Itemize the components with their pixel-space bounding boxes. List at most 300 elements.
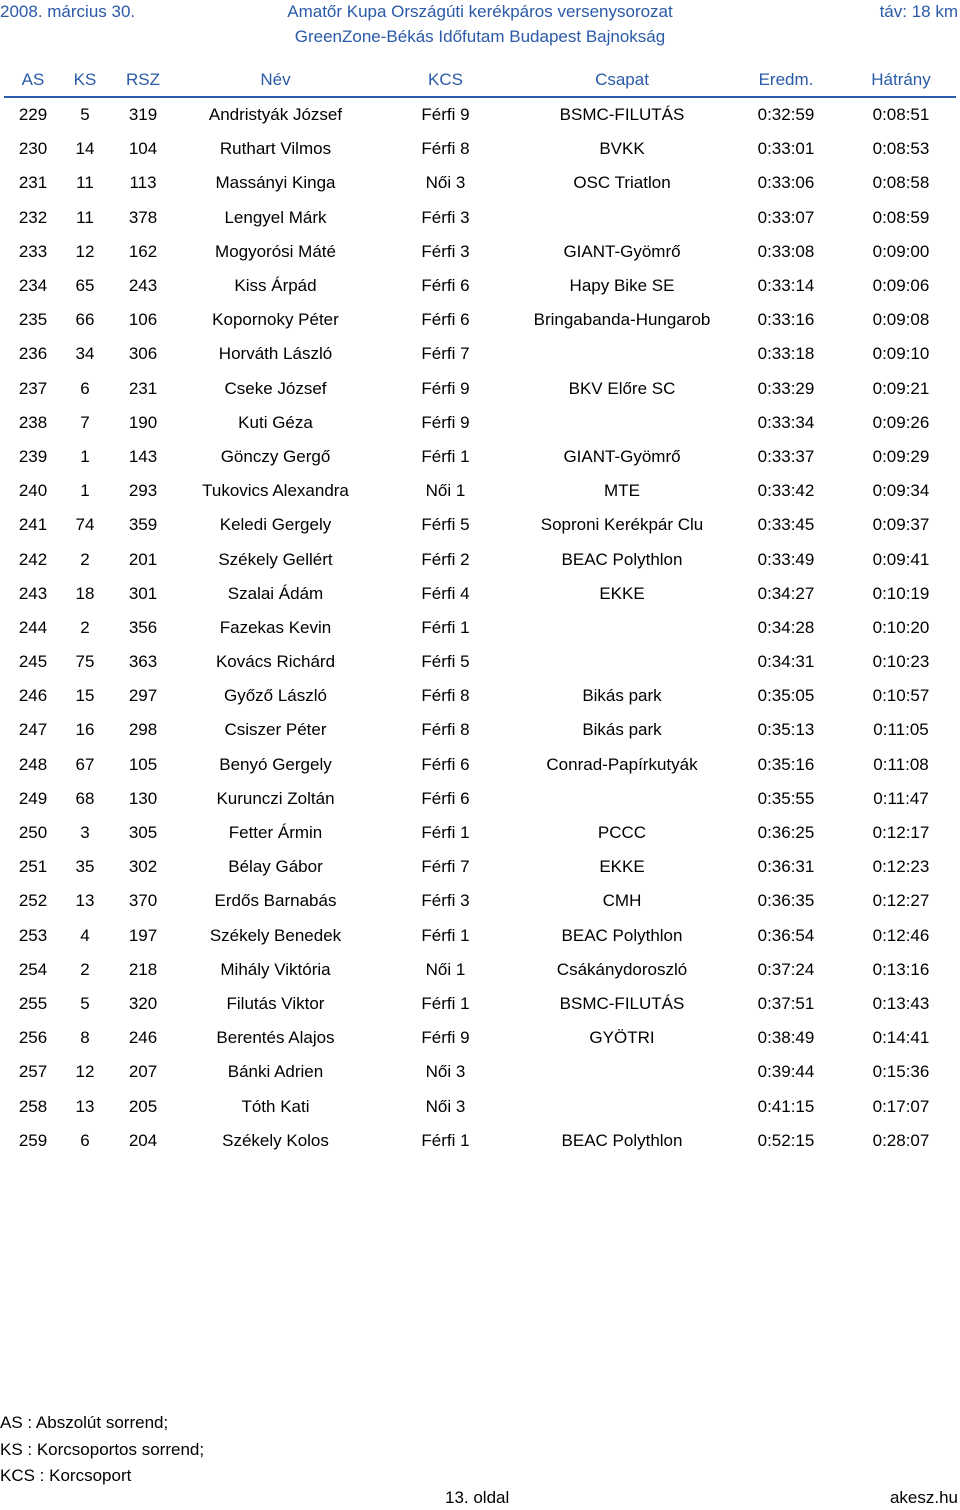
cell-gap: 0:09:26 — [872, 412, 930, 432]
cell-as: 252 — [18, 891, 48, 911]
cell-gap: 0:08:53 — [872, 139, 930, 159]
table-row — [4, 1055, 956, 1089]
cell-ks: 18 — [75, 583, 95, 603]
cell-ks: 34 — [75, 344, 95, 364]
table-row — [4, 1021, 956, 1055]
cell-as: 259 — [18, 1130, 48, 1150]
cell-gap: 0:15:36 — [872, 1062, 930, 1082]
cell-rsz: 130 — [128, 788, 158, 808]
cell-result: 0:33:18 — [757, 344, 815, 364]
cell-name: Kuti Géza — [238, 412, 313, 432]
cell-team — [518, 201, 726, 235]
table-row — [4, 269, 956, 303]
cell-as: 231 — [18, 173, 48, 193]
cell-gap: 0:08:58 — [872, 173, 930, 193]
cell-gap: 0:09:37 — [872, 515, 930, 535]
cell-category: Férfi 9 — [421, 378, 470, 398]
cell-result: 0:33:01 — [757, 139, 815, 159]
cell-rsz: 113 — [129, 173, 157, 193]
cell-name: Fazekas Kevin — [219, 617, 332, 637]
cell-gap: 0:12:27 — [872, 891, 930, 911]
cell-ks: 1 — [80, 446, 90, 466]
cell-name: Horváth László — [218, 344, 333, 364]
cell-team: BVKK — [599, 139, 645, 159]
cell-name: Székely Kolos — [222, 1130, 329, 1150]
cell-team: Soproni Kerékpár Clu — [540, 515, 704, 535]
cell-rsz: 190 — [128, 412, 158, 432]
cell-team: GIANT-Gyömrő — [563, 241, 681, 261]
cell-team: BEAC Polythlon — [561, 549, 683, 569]
cell-gap: 0:09:00 — [872, 241, 930, 261]
cell-team: Hapy Bike SE — [569, 276, 675, 296]
cell-gap: 0:10:57 — [872, 686, 930, 706]
cell-category: Férfi 1 — [421, 823, 470, 843]
cell-gap: 0:09:29 — [872, 446, 930, 466]
cell-result: 0:34:28 — [757, 617, 815, 637]
cell-ks: 65 — [75, 276, 95, 296]
cell-category: Férfi 7 — [421, 857, 470, 877]
cell-name: Csiszer Péter — [224, 720, 327, 740]
table-row — [4, 337, 956, 371]
cell-result: 0:36:31 — [757, 857, 815, 877]
table-row — [4, 508, 956, 542]
cell-ks: 1 — [80, 481, 90, 501]
cell-team: Csákánydoroszló — [556, 959, 688, 979]
cell-category: Férfi 3 — [421, 207, 470, 227]
cell-ks: 5 — [80, 105, 90, 125]
cell-rsz: 298 — [128, 720, 158, 740]
cell-category: Férfi 7 — [421, 344, 470, 364]
cell-name: Kiss Árpád — [234, 276, 317, 296]
cell-name: Lengyel Márk — [224, 207, 327, 227]
race-distance: táv: 18 km — [879, 2, 958, 21]
cell-rsz: 370 — [128, 891, 158, 911]
cell-team: OSC Triatlon — [573, 173, 671, 193]
cell-category: Férfi 6 — [421, 788, 470, 808]
cell-result: 0:32:59 — [757, 105, 815, 125]
table-row — [4, 919, 956, 953]
cell-name: Kopornoky Péter — [212, 310, 339, 330]
cell-team — [518, 1089, 726, 1123]
cell-name: Erdős Barnabás — [214, 891, 337, 911]
cell-as: 241 — [18, 515, 48, 535]
cell-ks: 11 — [76, 173, 94, 193]
cell-category: Női 3 — [425, 1096, 466, 1116]
cell-team: BEAC Polythlon — [561, 1130, 683, 1150]
cell-ks: 16 — [75, 720, 95, 740]
cell-team — [518, 337, 726, 371]
cell-rsz: 363 — [128, 652, 158, 672]
cell-result: 0:34:31 — [757, 652, 815, 672]
cell-ks: 8 — [80, 1028, 90, 1048]
cell-as: 238 — [18, 412, 48, 432]
table-row — [4, 1089, 956, 1123]
cell-ks: 74 — [75, 515, 95, 535]
cell-name: Cseke József — [224, 378, 327, 398]
table-row — [4, 816, 956, 850]
cell-rsz: 105 — [128, 754, 158, 774]
table-row — [4, 303, 956, 337]
cell-ks: 4 — [80, 925, 90, 945]
cell-name: Gönczy Gergő — [220, 446, 331, 466]
cell-result: 0:38:49 — [757, 1028, 815, 1048]
cell-as: 236 — [18, 344, 48, 364]
cell-ks: 2 — [80, 959, 90, 979]
results-body — [4, 97, 956, 1158]
table-row — [4, 611, 956, 645]
cell-ks: 68 — [75, 788, 95, 808]
cell-as: 244 — [18, 617, 48, 637]
table-row — [4, 577, 956, 611]
cell-result: 0:33:29 — [757, 378, 815, 398]
table-row — [4, 372, 956, 406]
cell-as: 243 — [18, 583, 48, 603]
cell-as: 229 — [18, 105, 48, 125]
cell-result: 0:37:24 — [757, 959, 815, 979]
cell-name: Tukovics Alexandra — [202, 481, 349, 501]
table-row — [4, 474, 956, 508]
cell-category: Férfi 8 — [421, 720, 470, 740]
cell-name: Székely Benedek — [209, 925, 342, 945]
cell-name: Keledi Gergely — [219, 515, 332, 535]
cell-result: 0:35:16 — [757, 754, 815, 774]
cell-result: 0:33:08 — [757, 241, 815, 261]
cell-rsz: 231 — [128, 378, 158, 398]
col-header-rsz: RSZ — [108, 64, 178, 97]
table-row — [4, 748, 956, 782]
col-header-csapat: Csapat — [518, 64, 726, 97]
cell-result: 0:35:13 — [757, 720, 815, 740]
cell-category: Férfi 1 — [421, 617, 470, 637]
cell-result: 0:33:14 — [757, 276, 815, 296]
cell-category: Férfi 9 — [421, 1028, 470, 1048]
cell-result: 0:34:27 — [757, 583, 815, 603]
cell-category: Férfi 1 — [421, 446, 470, 466]
cell-gap: 0:11:47 — [873, 788, 929, 808]
cell-rsz: 293 — [128, 481, 158, 501]
cell-gap: 0:09:21 — [872, 378, 930, 398]
col-header-kcs: KCS — [373, 64, 518, 97]
cell-team: Bringabanda-Hungarob — [533, 310, 711, 330]
cell-as: 242 — [18, 549, 48, 569]
table-row — [4, 850, 956, 884]
cell-ks: 3 — [80, 823, 90, 843]
cell-name: Filutás Viktor — [226, 993, 325, 1013]
cell-name: Ruthart Vilmos — [219, 139, 332, 159]
cell-category: Férfi 8 — [421, 139, 470, 159]
cell-as: 249 — [18, 788, 48, 808]
cell-category: Férfi 5 — [421, 652, 470, 672]
cell-category: Férfi 1 — [421, 993, 470, 1013]
table-header-row — [4, 64, 956, 97]
legend-item-as: AS : Abszolút sorrend; — [0, 1413, 169, 1432]
cell-gap: 0:13:43 — [872, 993, 930, 1013]
cell-team: BSMC-FILUTÁS — [559, 105, 685, 125]
table-row — [4, 132, 956, 166]
cell-name: Bélay Gábor — [228, 857, 323, 877]
cell-as: 245 — [18, 652, 48, 672]
table-row — [4, 406, 956, 440]
cell-category: Női 1 — [425, 959, 466, 979]
cell-ks: 14 — [75, 139, 95, 159]
cell-rsz: 201 — [128, 549, 158, 569]
cell-result: 0:33:42 — [757, 481, 815, 501]
cell-category: Férfi 3 — [421, 891, 470, 911]
cell-name: Szalai Ádám — [227, 583, 324, 603]
cell-rsz: 246 — [128, 1028, 158, 1048]
results-table — [4, 64, 956, 1158]
cell-team: Conrad-Papírkutyák — [546, 754, 698, 774]
legend-item-ks: KS : Korcsoportos sorrend; — [0, 1439, 205, 1459]
event-title: GreenZone-Békás Időfutam Budapest Bajnokság — [294, 27, 666, 46]
cell-category: Férfi 2 — [421, 549, 470, 569]
cell-team: Bikás park — [582, 720, 662, 740]
cell-rsz: 205 — [128, 1096, 158, 1116]
cell-rsz: 218 — [128, 959, 158, 979]
cell-name: Fetter Ármin — [228, 823, 323, 843]
cell-result: 0:33:34 — [757, 412, 815, 432]
cell-team — [518, 645, 726, 679]
cell-as: 257 — [18, 1062, 48, 1082]
cell-rsz: 104 — [128, 139, 158, 159]
cell-name: Bánki Adrien — [227, 1062, 324, 1082]
cell-name: Tóth Kati — [241, 1096, 310, 1116]
cell-result: 0:35:55 — [757, 788, 815, 808]
cell-category: Férfi 6 — [421, 276, 470, 296]
cell-rsz: 306 — [128, 344, 158, 364]
legend — [0, 1410, 204, 1490]
cell-gap: 0:17:07 — [872, 1096, 930, 1116]
cell-as: 258 — [18, 1096, 48, 1116]
cell-rsz: 378 — [128, 207, 158, 227]
cell-rsz: 143 — [128, 446, 158, 466]
cell-team: GYÖTRI — [589, 1028, 655, 1048]
col-header-nev: Név — [178, 64, 373, 97]
cell-gap: 0:09:34 — [872, 481, 930, 501]
cell-team: CMH — [602, 891, 642, 911]
cell-category: Férfi 6 — [421, 754, 470, 774]
cell-ks: 2 — [80, 617, 90, 637]
cell-result: 0:52:15 — [757, 1130, 815, 1150]
cell-team: MTE — [604, 481, 640, 501]
cell-ks: 12 — [75, 1062, 95, 1082]
cell-as: 235 — [18, 310, 48, 330]
cell-as: 256 — [18, 1028, 48, 1048]
cell-result: 0:37:51 — [757, 993, 815, 1013]
cell-ks: 7 — [80, 412, 90, 432]
cell-as: 251 — [18, 857, 48, 877]
cell-rsz: 243 — [128, 276, 158, 296]
table-row — [4, 1124, 956, 1158]
cell-rsz: 297 — [128, 686, 158, 706]
cell-gap: 0:28:07 — [872, 1130, 930, 1150]
cell-team — [518, 1055, 726, 1089]
cell-team: BKV Előre SC — [568, 378, 676, 398]
cell-rsz: 197 — [128, 925, 158, 945]
cell-as: 230 — [18, 139, 48, 159]
cell-result: 0:33:45 — [757, 515, 815, 535]
cell-name: Massányi Kinga — [215, 173, 336, 193]
cell-gap: 0:08:59 — [872, 207, 930, 227]
cell-gap: 0:09:06 — [872, 276, 930, 296]
cell-category: Női 1 — [425, 481, 466, 501]
table-row — [4, 713, 956, 747]
cell-team: EKKE — [599, 583, 645, 603]
cell-as: 239 — [18, 446, 48, 466]
cell-result: 0:33:06 — [757, 173, 815, 193]
cell-rsz: 106 — [128, 310, 158, 330]
cell-team — [518, 611, 726, 645]
cell-as: 233 — [18, 241, 48, 261]
cell-as: 253 — [18, 925, 48, 945]
cell-gap: 0:10:20 — [872, 617, 930, 637]
cell-as: 237 — [18, 378, 48, 398]
cell-name: Győző László — [224, 686, 327, 706]
site-name: akesz.hu — [889, 1488, 958, 1507]
cell-ks: 12 — [75, 241, 95, 261]
cell-rsz: 320 — [128, 993, 158, 1013]
cell-result: 0:36:35 — [757, 891, 815, 911]
cell-team: GIANT-Gyömrő — [563, 446, 681, 466]
cell-category: Férfi 9 — [421, 412, 470, 432]
cell-gap: 0:09:41 — [872, 549, 930, 569]
cell-ks: 66 — [75, 310, 95, 330]
cell-rsz: 319 — [128, 105, 158, 125]
cell-team: EKKE — [599, 857, 645, 877]
cell-team — [518, 406, 726, 440]
cell-category: Férfi 5 — [421, 515, 470, 535]
col-header-as: AS — [4, 64, 62, 97]
cell-category: Férfi 1 — [421, 925, 470, 945]
cell-gap: 0:14:41 — [872, 1028, 930, 1048]
cell-ks: 2 — [80, 549, 90, 569]
cell-name: Mihály Viktória — [220, 959, 331, 979]
cell-name: Kovács Richárd — [215, 652, 336, 672]
legend-item-kcs: KCS : Korcsoport — [0, 1466, 132, 1485]
cell-category: Női 3 — [425, 173, 466, 193]
cell-rsz: 302 — [128, 857, 158, 877]
cell-gap: 0:12:46 — [872, 925, 930, 945]
cell-as: 232 — [18, 207, 48, 227]
cell-as: 247 — [18, 720, 48, 740]
cell-result: 0:36:25 — [757, 823, 815, 843]
table-row — [4, 679, 956, 713]
cell-as: 250 — [18, 823, 48, 843]
cell-name: Berentés Alajos — [216, 1028, 335, 1048]
cell-category: Férfi 3 — [421, 241, 470, 261]
cell-gap: 0:09:08 — [872, 310, 930, 330]
table-row — [4, 542, 956, 576]
cell-category: Férfi 1 — [421, 1130, 470, 1150]
table-row — [4, 987, 956, 1021]
cell-ks: 11 — [76, 207, 94, 227]
cell-gap: 0:08:51 — [872, 105, 930, 125]
table-row — [4, 201, 956, 235]
cell-name: Mogyorósi Máté — [215, 241, 336, 261]
cell-team: Bikás park — [582, 686, 662, 706]
cell-gap: 0:10:23 — [872, 652, 930, 672]
cell-ks: 35 — [75, 857, 95, 877]
cell-team — [518, 782, 726, 816]
cell-gap: 0:09:10 — [872, 344, 930, 364]
cell-name: Benyó Gergely — [219, 754, 332, 774]
cell-gap: 0:11:05 — [873, 720, 929, 740]
cell-rsz: 356 — [128, 617, 158, 637]
table-row — [4, 440, 956, 474]
series-title: Amatőr Kupa Országúti kerékpáros versenysorozat — [287, 2, 673, 21]
cell-gap: 0:10:19 — [872, 583, 930, 603]
cell-rsz: 301 — [128, 583, 158, 603]
cell-as: 240 — [18, 481, 48, 501]
race-date: 2008. március 30. — [0, 2, 136, 21]
cell-ks: 75 — [75, 652, 95, 672]
table-row — [4, 782, 956, 816]
cell-result: 0:33:37 — [757, 446, 815, 466]
cell-gap: 0:12:23 — [872, 857, 930, 877]
table-row — [4, 884, 956, 918]
cell-ks: 15 — [75, 686, 95, 706]
cell-gap: 0:11:08 — [873, 754, 929, 774]
cell-team: BSMC-FILUTÁS — [559, 993, 685, 1013]
cell-as: 248 — [18, 754, 48, 774]
table-row — [4, 235, 956, 269]
cell-category: Férfi 6 — [421, 310, 470, 330]
col-header-hatrany: Hátrány — [846, 64, 956, 97]
cell-team: PCCC — [597, 823, 647, 843]
cell-result: 0:33:07 — [757, 207, 815, 227]
cell-name: Kurunczi Zoltán — [216, 788, 335, 808]
cell-name: Andristyák József — [208, 105, 343, 125]
cell-ks: 6 — [80, 1130, 90, 1150]
cell-rsz: 305 — [128, 823, 158, 843]
cell-ks: 5 — [80, 993, 90, 1013]
cell-rsz: 162 — [128, 241, 158, 261]
table-row — [4, 97, 956, 132]
col-header-ks: KS — [62, 64, 108, 97]
cell-gap: 0:12:17 — [872, 823, 930, 843]
table-row — [4, 166, 956, 200]
cell-category: Férfi 4 — [421, 583, 470, 603]
cell-as: 254 — [18, 959, 48, 979]
cell-result: 0:41:15 — [757, 1096, 815, 1116]
cell-result: 0:33:49 — [757, 549, 815, 569]
page-number: 13. oldal — [445, 1488, 510, 1507]
cell-result: 0:33:16 — [757, 310, 815, 330]
table-row — [4, 645, 956, 679]
cell-ks: 67 — [75, 754, 95, 774]
cell-ks: 6 — [80, 378, 90, 398]
cell-gap: 0:13:16 — [872, 959, 930, 979]
table-row — [4, 953, 956, 987]
cell-category: Férfi 9 — [421, 105, 470, 125]
cell-team: BEAC Polythlon — [561, 925, 683, 945]
cell-category: Női 3 — [425, 1062, 466, 1082]
cell-as: 234 — [18, 276, 48, 296]
cell-result: 0:39:44 — [757, 1062, 815, 1082]
cell-rsz: 207 — [128, 1062, 158, 1082]
cell-as: 255 — [18, 993, 48, 1013]
cell-rsz: 204 — [128, 1130, 158, 1150]
col-header-eredm: Eredm. — [726, 64, 846, 97]
cell-ks: 13 — [75, 891, 95, 911]
cell-result: 0:35:05 — [757, 686, 815, 706]
cell-category: Férfi 8 — [421, 686, 470, 706]
cell-name: Székely Gellért — [218, 549, 333, 569]
cell-as: 246 — [18, 686, 48, 706]
cell-ks: 13 — [75, 1096, 95, 1116]
page-header — [0, 0, 960, 50]
cell-result: 0:36:54 — [757, 925, 815, 945]
